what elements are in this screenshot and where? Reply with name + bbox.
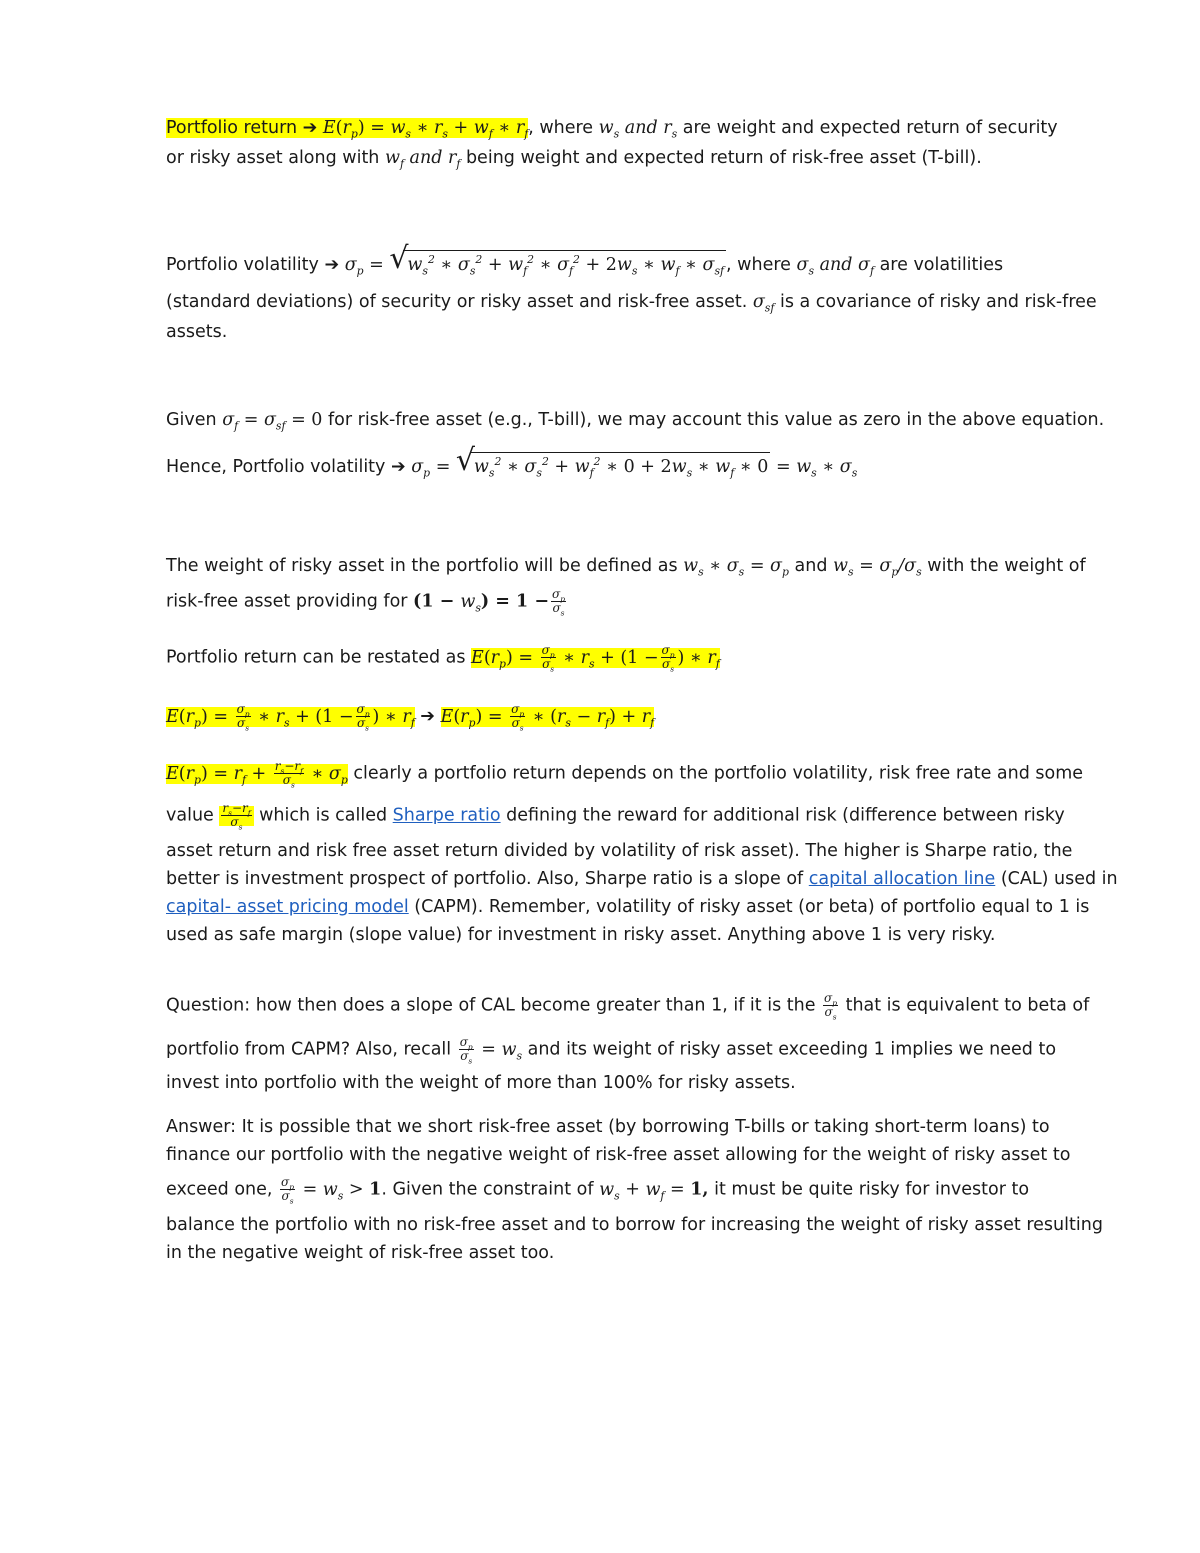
answer-line-2: [166, 1143, 1070, 1167]
text: clearly a portfolio return depends on the portfolio volatility, risk free rate and some: [347, 763, 1084, 784]
answer-line-5: [166, 1241, 554, 1265]
text: used as safe margin (slope value) for investment in risky asset. Anything above 1 is very risky.: [166, 925, 996, 945]
question-line-2: portfolio from CAPM? Also, recall $\frac{\sigma_p}{\sigma_s}$ = $w_s$ and its weight of risky asset exceeding 1 implies we need to: [166, 1035, 1057, 1066]
text: Given: [166, 410, 223, 430]
text: . Given the constraint of: [381, 1179, 600, 1200]
text: value: [166, 805, 220, 826]
sharpe-line-1: $E(r_p) = r_f$ + $\frac{r_s-r_f}{\sigma_s}$ ∗ $\sigma_p$ clearly a portfolio return depends on the portfolio volatility, risk free rate and some: [166, 759, 1084, 790]
sharpe-line-5: [166, 895, 1089, 919]
text: are weight and expected return of security: [677, 118, 1058, 138]
text: defining the reward for additional risk (difference between risky: [500, 805, 1065, 826]
portfolio-volatility-label: Portfolio volatility: [166, 255, 325, 275]
text: better is investment prospect of portfolio. Also, Sharpe ratio is a slope of: [166, 869, 809, 889]
text: (CAL) used in: [995, 869, 1118, 889]
text: (standard deviations) of security or risky asset and risk-free asset.: [166, 292, 753, 312]
text: being weight and expected return of risk-free asset (T-bill).: [460, 148, 982, 168]
text: exceed one,: [166, 1179, 279, 1200]
text: and: [788, 556, 834, 576]
text: Hence, Portfolio volatility: [166, 457, 391, 477]
text: assets.: [166, 322, 228, 342]
weight-line-2: risk-free asset providing for $(1 - w_s) = 1$ − $\frac{\sigma_p}{\sigma_s}$: [166, 587, 565, 618]
portfolio-return-line-2: or risky asset along with $w_f$ and $r_f$ being weight and expected return of risk-free asset (T-bill).: [166, 148, 982, 171]
text: invest into portfolio with the weight of more than 100% for risky assets.: [166, 1073, 796, 1093]
text: , where: [726, 255, 797, 275]
text: that is equivalent to beta of: [840, 995, 1090, 1016]
given-line-2: Hence, Portfolio volatility ➔ $\sigma_p$ = √ $w_s^2$ ∗ $\sigma_s^2 + w_f^2$ ∗ $0 + 2w_s$ ∗ $w_f$ ∗ $0 = w_s$ ∗ $\sigma_s$: [166, 443, 858, 480]
text: finance our portfolio with the negative weight of risk-free asset allowing for the weight of risky asset to: [166, 1145, 1071, 1165]
capital-allocation-line-link[interactable]: capital allocation line: [808, 869, 996, 889]
text: The weight of risky asset in the portfolio will be defined as: [166, 556, 684, 576]
portfolio-return-formula: Portfolio return ➔ $E(r_p) = w_s$ ∗ $r_s + w_f$ ∗ $r_f$: [166, 118, 529, 141]
question-line-1: Question: how then does a slope of CAL become greater than 1, if it is the $\frac{\sigma_p}{\sigma_s}$ that is equivalent to beta of: [166, 991, 1090, 1022]
weight-line-1: The weight of risky asset in the portfolio will be defined as $w_s$ ∗ $\sigma_s = \sigma_p$ and $w_s = \sigma_p/\sigma_s$ with the weight of: [166, 556, 1086, 579]
portfolio-volatility-line-3: [166, 320, 227, 344]
text: portfolio from CAPM? Also, recall: [166, 1039, 457, 1060]
answer-line-1: [166, 1115, 1050, 1139]
portfolio-volatility-line-1: Portfolio volatility ➔ $\sigma_p$ = √ $w_s^2$ ∗ $\sigma_s^2 + w_f^2$ ∗ $\sigma_f^2 + 2w_s$ ∗ $w_f$ ∗ $\sigma_{sf}$ , where $\sigma_s$ and $\sigma_f$ are volatilities: [166, 241, 1004, 278]
sqrt-expression: √ $w_s^2$ ∗ $\sigma_s^2 + w_f^2$ ∗ $\sigma_f^2 + 2w_s$ ∗ $w_f$ ∗ $\sigma_{sf}$: [389, 241, 725, 278]
sharpe-line-4: [166, 867, 1118, 891]
text: is a covariance of risky and risk-free: [774, 292, 1097, 312]
capm-link[interactable]: capital- asset pricing model: [166, 897, 409, 917]
text: risk-free asset providing for: [166, 591, 414, 612]
text: for risk-free asset (e.g., T-bill), we may account this value as zero in the above equation.: [322, 410, 1105, 430]
text: Question: how then does a slope of CAL become greater than 1, if it is the: [166, 995, 822, 1016]
text: which is called: [253, 805, 393, 826]
text: are volatilities: [874, 255, 1004, 275]
answer-line-4: [166, 1213, 1103, 1237]
text: , where: [528, 118, 599, 138]
portfolio-volatility-line-2: (standard deviations) of security or risky asset and risk-free asset. $\sigma_{sf}$ is a covariance of risky and risk-free: [166, 292, 1097, 315]
sharpe-line-6: [166, 923, 995, 947]
text: in the negative weight of risk-free asset too.: [166, 1243, 555, 1263]
text: balance the portfolio with no risk-free asset and to borrow for increasing the weight of risky asset resulting: [166, 1215, 1103, 1235]
text: Answer: It is possible that we short risk-free asset (by borrowing T-bills or taking short-term loans) to: [166, 1117, 1050, 1137]
sqrt-expression: √ $w_s^2$ ∗ $\sigma_s^2 + w_f^2$ ∗ $0 + 2w_s$ ∗ $w_f$ ∗ 0: [455, 443, 769, 480]
answer-line-3: exceed one, $\frac{\sigma_p}{\sigma_s}$ = $w_s > 1$. Given the constraint of $w_s + w_f = 1$, it must be quite risky for investor to: [166, 1175, 1030, 1206]
sharpe-line-3: [166, 839, 1072, 863]
sharpe-line-2: value $\frac{r_s-r_f}{\sigma_s}$ which is called Sharpe ratio defining the reward for additional risk (difference between risky: [166, 801, 1065, 832]
text: with the weight of: [921, 556, 1086, 576]
question-line-3: [166, 1071, 796, 1095]
text: and its weight of risky asset exceeding 1 implies we need to: [522, 1039, 1057, 1060]
text: (CAPM). Remember, volatility of risky asset (or beta) of portfolio equal to 1 is: [408, 897, 1090, 917]
portfolio-return-line-1: Portfolio return ➔ $E(r_p) = w_s$ ∗ $r_s + w_f$ ∗ $r_f$, where $w_s$ and $r_s$ are weight and expected return of security: [166, 118, 1058, 141]
text: Portfolio return can be restated as: [166, 647, 472, 668]
restated-line: Portfolio return can be restated as $E(r_p)$ = $\frac{\sigma_p}{\sigma_s}$ ∗ $r_s + (1$ − $\frac{\sigma_p}{\sigma_s}$ ) ∗ $r_f$: [166, 643, 720, 674]
text: or risky asset along with: [166, 148, 385, 168]
portfolio-return-label: Portfolio return: [166, 118, 303, 138]
text: asset return and risk free asset return divided by volatility of risk asset). The higher is Sharpe ratio, the: [166, 841, 1073, 861]
given-line-1: Given $\sigma_f = \sigma_{sf} = 0$ for risk-free asset (e.g., T-bill), we may account this value as zero in the above equation.: [166, 410, 1105, 433]
text: it must be quite risky for investor to: [708, 1179, 1030, 1200]
equation-transform-line: $E(r_p)$ = $\frac{\sigma_p}{\sigma_s}$ ∗ $r_s + (1$ − $\frac{\sigma_p}{\sigma_s}$ ) ∗ $r_f$ ➔ $E(r_p)$ = $\frac{\sigma_p}{\sigma_s}$ ∗ $(r_s - r_f) + r_f$: [166, 702, 655, 733]
sharpe-ratio-link[interactable]: Sharpe ratio: [392, 805, 501, 826]
